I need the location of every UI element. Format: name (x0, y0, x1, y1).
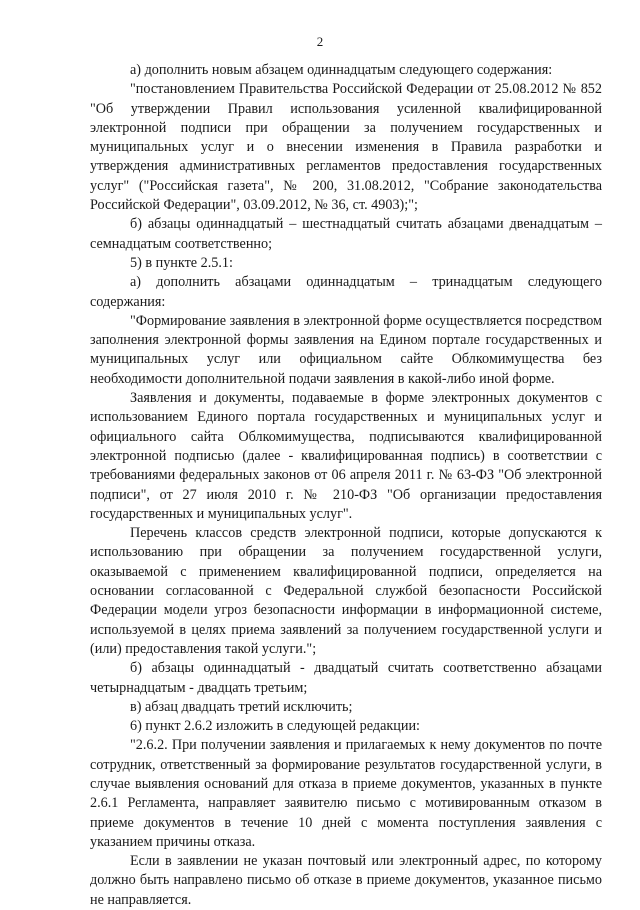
paragraph-item-5a: а) дополнить абзацами одиннадцатым – тринадцатым следующего содержания: (90, 274, 602, 310)
paragraph-item-5b: б) абзацы одиннадцатый - двадцатый считать соответственно абзацами четырнадцатым - двадцать третьим; (90, 660, 602, 696)
paragraph-item-5: 5) в пункте 2.5.1: (130, 254, 233, 271)
document-body (90, 61, 602, 910)
paragraph-resolution-quote: "постановлением Правительства Российской Федерации от 25.08.2012 № 852 "Об утверждении Правил использования усиленной квалифицированной электронной подписи при обращении за получением государственных и муниципальных услуг и о внесении изменения в Правила разработки и утверждения административных регламентов предоставления государственных услуг" ("Российская газета", № 200, 31.08.2012, "Собрание законодательства Российской Федерации", 03.09.2012, № 36, ст. 4903);"; (90, 81, 602, 214)
paragraph-amend-a: а) дополнить новым абзацем одиннадцатым следующего содержания: (130, 62, 553, 78)
paragraph-applications-documents: Заявления и документы, подаваемые в форме электронных документов с использованием Единого портала государственных и муниципальных услуг и официального сайта Облкомимущества, подписываются квалифицированной электронной подписью (далее - квалифицированная подпись) в соответствии с требованиями федеральных законов от 06 апреля 2011 г. № 63-ФЗ "Об электронной подписи", от 27 июля 2010 г. № 210-ФЗ "Об организации предоставления государственных и муниципальных услуг". (90, 390, 602, 522)
paragraph-signature-classes: Перечень классов средств электронной подписи, которые допускаются к использованию при обращении за получением государственной услуги, оказываемой с применением квалифицированной подписи, определяется на основании согласованной с Федеральной службой безопасности Российской Федерации модели угроз безопасности информации в информационной системе, используемой в целях приема заявлений за получением государственной услуги и (или) предоставления такой услуги."; (90, 525, 602, 657)
paragraph-item-6: 6) пункт 2.6.2 изложить в следующей редакции: (130, 718, 420, 735)
paragraph-amend-b: б) абзацы одиннадцатый – шестнадцатый считать абзацами двенадцатым – семнадцатым соответственно; (90, 216, 602, 252)
paragraph-item-5c: в) абзац двадцать третий исключить; (130, 698, 353, 715)
paragraph-2-6-2: "2.6.2. При получении заявления и прилагаемых к нему документов по почте сотрудник, ответственный за формирование результатов государственной услуги, в случае выявления оснований для отказа в приеме документов, указанных в пункте 2.6.1 Регламента, направляет заявителю письмо с мотивированным отказом в приеме документов в течение 10 дней с момента поступления заявления с указанием причины отказа. (90, 737, 602, 850)
paragraph-no-address: Если в заявлении не указан почтовый или электронный адрес, по которому должно быть направлено письмо об отказе в приеме документов, указанное письмо не направляется. (90, 853, 602, 908)
page-number: 2 (316, 34, 324, 49)
paragraph-electronic-form: "Формирование заявления в электронной форме осуществляется посредством заполнения электронной формы заявления на Едином портале государственных и муниципальных услуг или официальном сайте Облкомимущества без необходимости дополнительной подачи заявления в какой-либо иной форме. (90, 312, 602, 387)
